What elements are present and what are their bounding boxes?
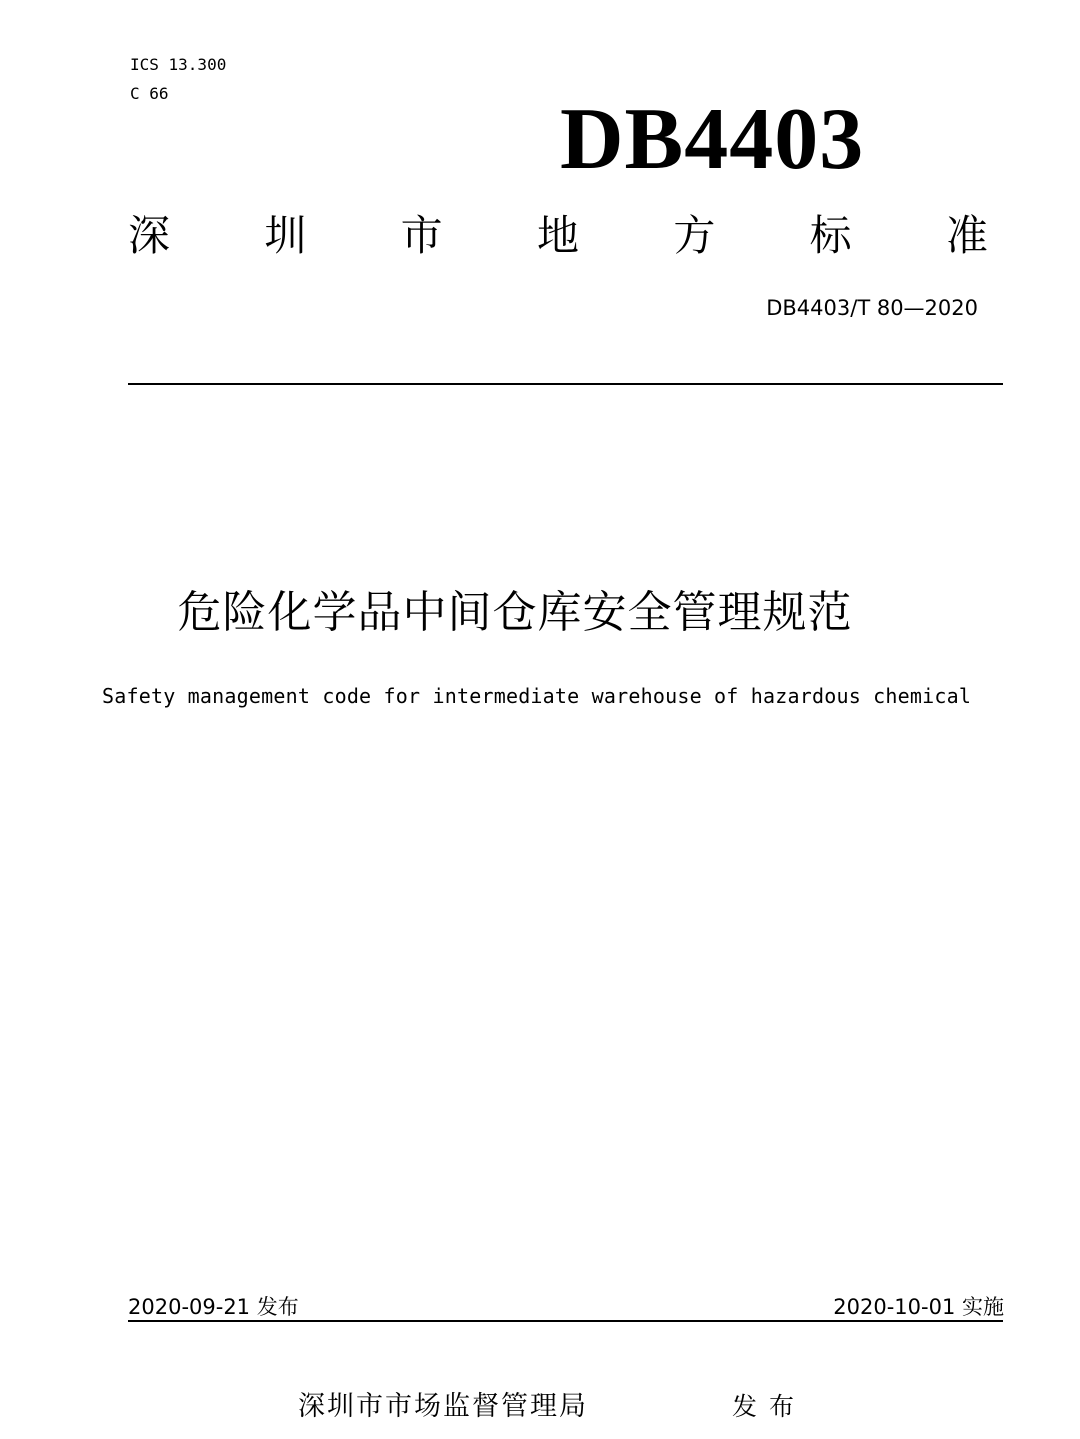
ccs-code: C 66 [130,84,169,103]
standard-type-char: 方 [673,211,716,260]
standard-type-char: 深 [128,211,171,260]
publish-date: 2020-09-21 发布 [128,1295,299,1319]
ics-code: ICS 13.300 [130,55,227,74]
document-title-en: Safety management code for intermediate warehouse of hazardous chemical [102,684,972,708]
footer-divider [128,1320,1003,1322]
standard-type-char: 圳 [264,211,307,260]
issue-label: 发布 [732,1392,807,1421]
standard-type-char: 地 [536,211,579,260]
standard-number: DB4403/T 80—2020 [766,296,978,320]
header-divider [128,383,1003,385]
document-title-cn: 危险化学品中间仓库安全管理规范 [177,587,853,638]
standard-type-char: 市 [400,211,443,260]
issuing-authority: 深圳市市场监督管理局 [298,1391,588,1422]
standard-type-char: 标 [809,211,852,260]
implement-date: 2020-10-01 实施 [833,1295,1004,1319]
standard-code-logo: DB4403 [560,91,865,188]
standard-type-heading [128,206,988,266]
standard-type-char: 准 [945,211,988,260]
